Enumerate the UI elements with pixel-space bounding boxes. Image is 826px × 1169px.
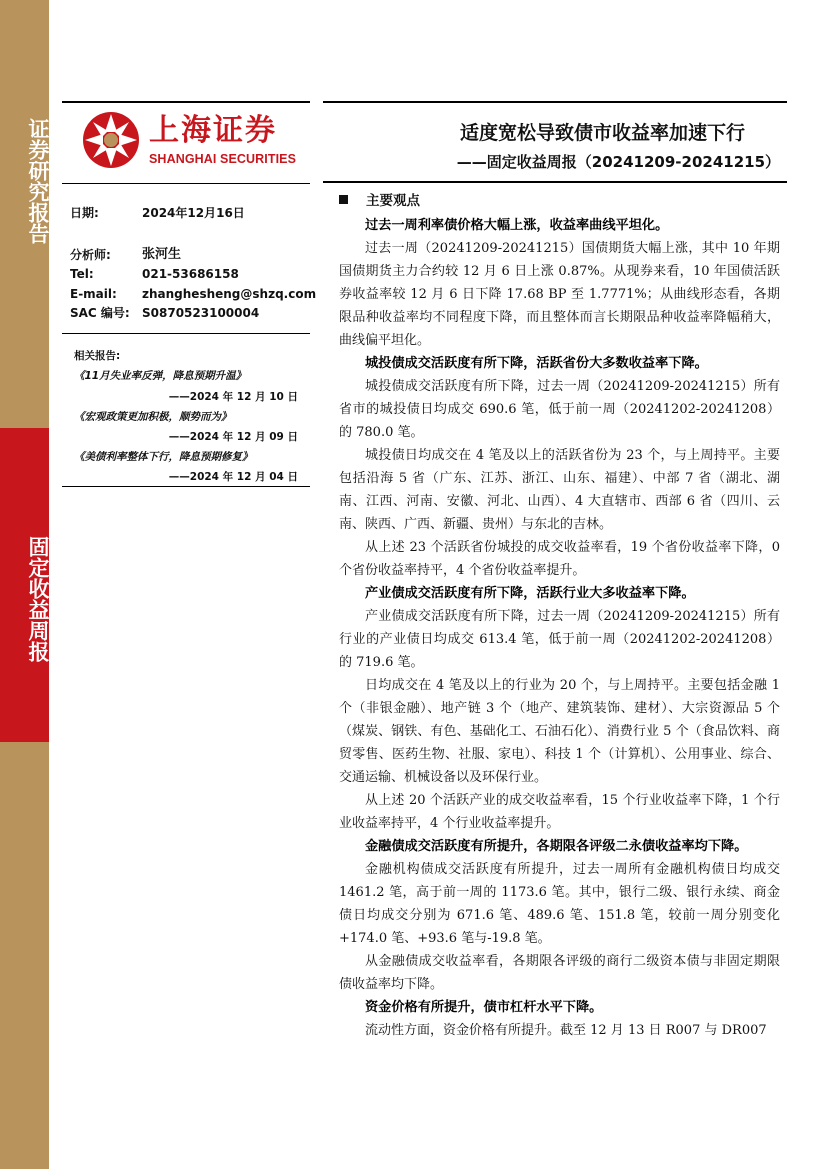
top-rule-left xyxy=(62,101,310,103)
company-logo xyxy=(80,110,300,170)
section-heading xyxy=(339,189,420,209)
left-column-rule xyxy=(62,183,310,184)
side-band-mid-text: 固定收益周报 xyxy=(26,536,50,662)
body-paragraph: 城投债成交活跃度有所下降，过去一周（20241209-20241215）所有省市的城投债日均成交 690.6 笔，低于前一周（20241202-20241208）的 780.0 笔。 xyxy=(339,379,780,440)
logo-chinese-name: 上海证券 xyxy=(149,113,277,148)
key-point-heading: 金融债成交活跃度有所提升，各期限各评级二永债收益率均下降。 xyxy=(365,839,748,854)
body-paragraph: 从金融债成交收益率看，各期限各评级的商行二级资本债与非固定期限债收益率均下降。 xyxy=(339,954,780,992)
date-label: 日期: xyxy=(70,206,99,220)
date-value: 2024年12月16日 xyxy=(142,206,245,220)
analyst-value: 张河生 xyxy=(142,247,182,262)
info-bottom-rule xyxy=(62,333,310,334)
key-point-heading: 资金价格有所提升，债市杠杆水平下降。 xyxy=(365,1000,603,1015)
section-title: 主要观点 xyxy=(366,193,420,209)
related-report-date: ——2024 年 12 月 10 日 xyxy=(168,391,298,403)
key-point-heading: 城投债成交活跃度有所下降，活跃省份大多数收益率下降。 xyxy=(365,356,708,371)
body-paragraph: 金融机构债成交活跃度有所提升，过去一周所有金融机构债日均成交 1461.2 笔，高于前一周的 1173.6 笔。其中，银行二级、银行永续、商金债日均成交分别为 671.6 笔、489.6 笔、151.8 笔，较前一周分别变化+174.0 笔、+93.6 笔与-19.8 笔。 xyxy=(339,862,780,946)
body-paragraph: 城投债日均成交在 4 笔及以上的活跃省份为 23 个，与上周持平。主要包括沿海 5 省（广东、江苏、浙江、山东、福建）、中部 7 省（湖北、湖南、江西、河南、安徽、河北、山西）、4 大直辖市、西部 6 省（四川、云南、陕西、广西、新疆、贵州）与东北的吉林。 xyxy=(339,448,780,532)
body-paragraph: 过去一周（20241209-20241215）国债期货大幅上涨，其中 10 年期国债期货主力合约较 12 月 6 日上涨 0.87%。从现券来看，10 年国债活跃券收益率较 12 月 6 日下降 17.68 BP 至 1.7771%；从曲线形态看，各期限品种收益率均不同程度下降，而且整体而言长期限品种收益率降幅稍大，曲线偏平坦化。 xyxy=(339,241,780,348)
square-bullet-icon xyxy=(339,195,348,204)
right-column-rule xyxy=(323,181,787,183)
tel-value: 021-53686158 xyxy=(142,267,239,281)
logo-english-name: SHANGHAI SECURITIES xyxy=(149,152,297,166)
related-report-date: ——2024 年 12 月 04 日 xyxy=(168,471,298,483)
body-paragraph: 产业债成交活跃度有所下降，过去一周（20241209-20241215）所有行业的产业债日均成交 613.4 笔，低于前一周（20241202-20241208）的 719.6 笔。 xyxy=(339,609,780,670)
sac-label: SAC 编号: xyxy=(70,306,130,320)
main-body xyxy=(339,214,780,1042)
report-subtitle: ——固定收益周报（20241209-20241215） xyxy=(456,153,780,171)
sac-value: S0870523100004 xyxy=(142,306,260,320)
email-label: E-mail: xyxy=(70,287,117,301)
body-paragraph: 日均成交在 4 笔及以上的行业为 20 个，与上周持平。主要包括金融 1 个（非银金融）、地产链 3 个（地产、建筑装饰、建材）、大宗资源品 5 个（煤炭、钢铁、有色、基础化工、石油石化）、消费行业 5 个（食品饮料、商贸零售、医药生物、社服、家电）、科技 1 个（计算机）、公用事业、综合、交通运输、机械设备以及环保行业。 xyxy=(339,678,780,785)
body-paragraph: 从上述 20 个活跃产业的成交收益率看，15 个行业收益率下降，1 个行业收益率持平，4 个行业收益率提升。 xyxy=(339,793,780,831)
side-band-top-text: 证券研究报告 xyxy=(26,118,50,244)
report-title: 适度宽松导致债市收益率加速下行 xyxy=(459,122,745,144)
related-report-title[interactable]: 《11月失业率反弹，降息预期升温》 xyxy=(74,370,247,382)
related-reports-heading: 相关报告: xyxy=(74,350,121,362)
reports-bottom-rule xyxy=(62,486,310,487)
key-point-heading: 产业债成交活跃度有所下降，活跃行业大多收益率下降。 xyxy=(365,586,695,601)
analyst-label: 分析师: xyxy=(70,248,111,262)
related-report-title[interactable]: 《美债利率整体下行，降息预期修复》 xyxy=(74,451,253,463)
tel-label: Tel: xyxy=(70,267,94,281)
email-value[interactable]: zhanghesheng@shzq.com xyxy=(142,287,317,301)
key-point-heading: 过去一周利率债价格大幅上涨，收益率曲线平坦化。 xyxy=(365,218,669,233)
body-paragraph: 流动性方面，资金价格有所提升。截至 12 月 13 日 R007 与 DR007 xyxy=(365,1023,767,1038)
top-rule-right xyxy=(323,101,787,103)
related-report-date: ——2024 年 12 月 09 日 xyxy=(168,431,298,443)
body-paragraph: 从上述 23 个活跃省份城投的成交收益率看，19 个省份收益率下降，0 个省份收益率持平，4 个省份收益率提升。 xyxy=(339,540,780,578)
logo-mark-icon xyxy=(80,110,142,170)
related-report-title[interactable]: 《宏观政策更加积极，顺势而为》 xyxy=(74,411,232,423)
